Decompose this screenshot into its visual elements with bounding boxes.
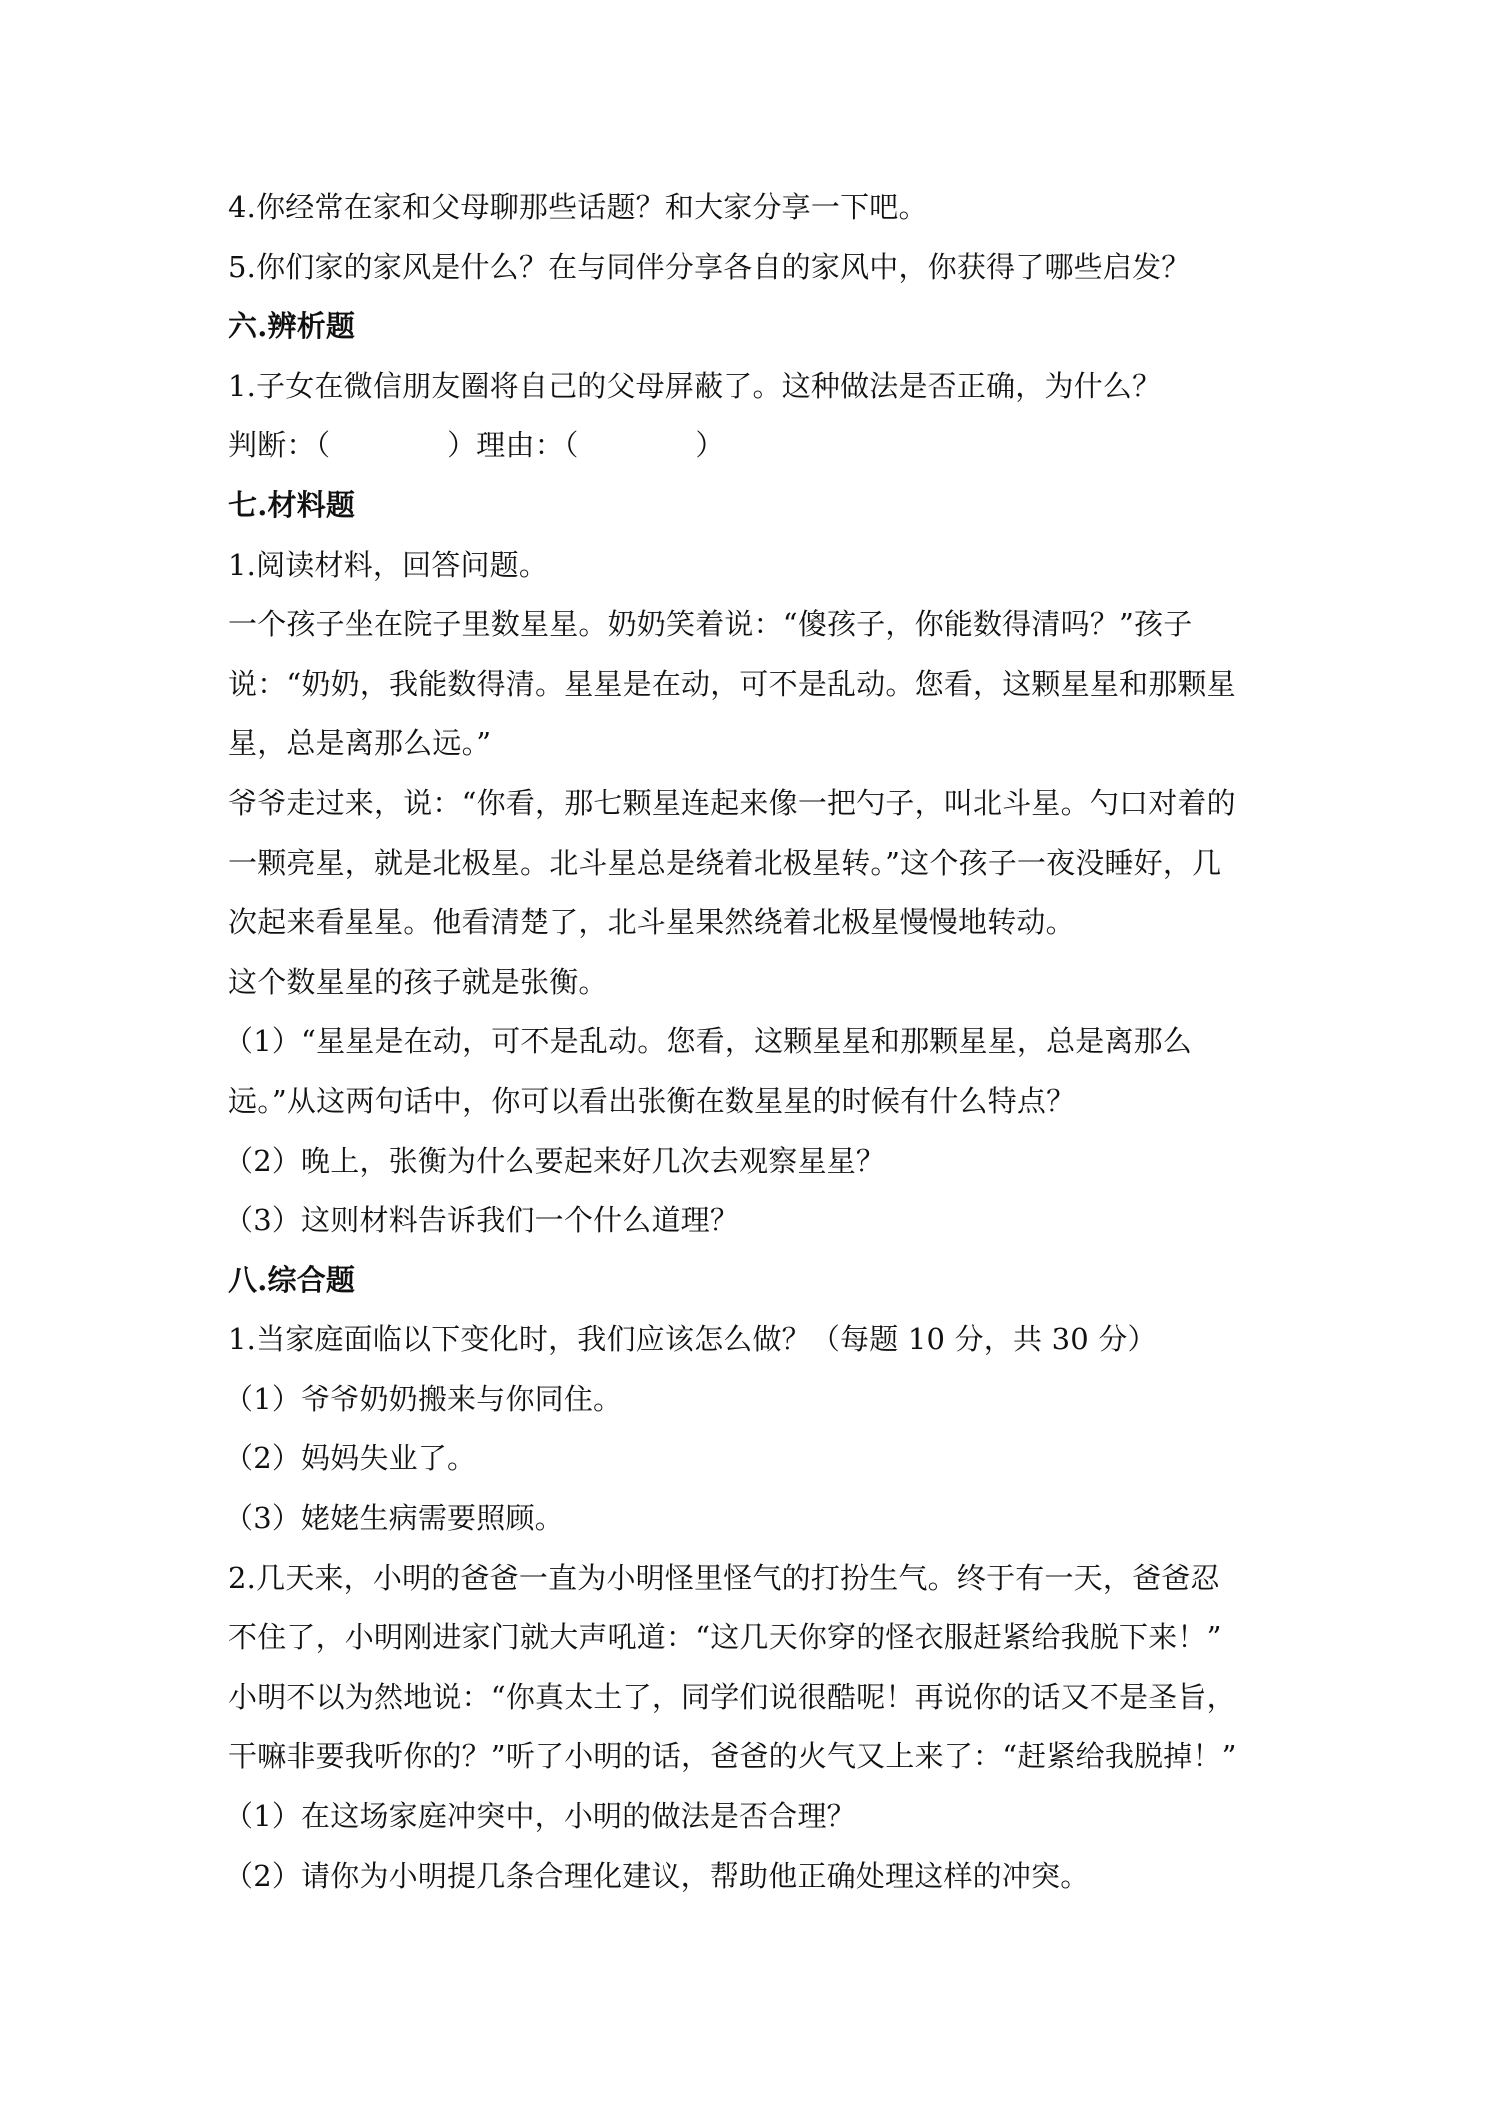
- question-line: 4.你经常在家和父母聊那些话题？和大家分享一下吧。: [228, 190, 928, 224]
- sub-question-line: （2）妈妈失业了。: [224, 1441, 477, 1476]
- section-heading: 六.辨析题: [228, 309, 356, 344]
- question-line: 不住了，小明刚进家门就大声吼道：“这几天你穿的怪衣服赶紧给我脱下来！”: [228, 1620, 1222, 1655]
- sub-question-line: （1）“星星是在动，可不是乱动。您看，这颗星星和那颗星星，总是离那么: [224, 1024, 1193, 1059]
- material-line: 爷爷走过来，说：“你看，那七颗星连起来像一把勺子，叫北斗星。勺口对着的: [228, 785, 1236, 820]
- answer-blank-line: 判断：（ ）理由：（ ）: [228, 428, 725, 463]
- question-line: 小明不以为然地说：“你真太土了，同学们说很酷呢！再说你的话又不是圣旨，: [228, 1679, 1236, 1714]
- material-line: 说：“奶奶，我能数得清。星星是在动，可不是乱动。您看，这颗星星和那颗星: [228, 666, 1236, 701]
- sub-question-line: （2）请你为小明提几条合理化建议，帮助他正确处理这样的冲突。: [224, 1858, 1090, 1893]
- document-page: [224, 178, 1288, 1906]
- sub-question-line: （3）这则材料告诉我们一个什么道理？: [224, 1203, 740, 1238]
- question-line: 1.阅读材料，回答问题。: [228, 547, 549, 582]
- question-line: 1.子女在微信朋友圈将自己的父母屏蔽了。这种做法是否正确，为什么？: [228, 368, 1162, 403]
- material-line: 一个孩子坐在院子里数星星。奶奶笑着说：“傻孩子，你能数得清吗？”孩子: [228, 607, 1193, 642]
- sub-question-line: （1）在这场家庭冲突中，小明的做法是否合理？: [224, 1799, 856, 1834]
- material-line: 次起来看星星。他看清楚了，北斗星果然绕着北极星慢慢地转动。: [228, 905, 1075, 940]
- question-line: 5.你们家的家风是什么？在与同伴分享各自的家风中，你获得了哪些启发？: [228, 249, 1191, 284]
- material-line: 这个数星星的孩子就是张衡。: [228, 964, 608, 999]
- section-heading: 八.综合题: [228, 1262, 356, 1297]
- question-line: 1.当家庭面临以下变化时，我们应该怎么做？（每题 10 分，共 30 分）: [228, 1322, 1157, 1357]
- section-heading: 七.材料题: [228, 487, 356, 522]
- question-line: 2.几天来，小明的爸爸一直为小明怪里怪气的打扮生气。终于有一天，爸爸忍: [228, 1560, 1220, 1595]
- question-line: 干嘛非要我听你的？”听了小明的话，爸爸的火气又上来了：“赶紧给我脱掉！”: [228, 1739, 1237, 1774]
- material-line: 星，总是离那么远。”: [228, 726, 492, 761]
- sub-question-line: （3）姥姥生病需要照顾。: [224, 1501, 564, 1536]
- sub-question-line: （2）晚上，张衡为什么要起来好几次去观察星星？: [224, 1143, 886, 1178]
- material-line: 一颗亮星，就是北极星。北斗星总是绕着北极星转。”这个孩子一夜没睡好，几: [228, 845, 1222, 880]
- sub-question-line: 远。”从这两句话中，你可以看出张衡在数星星的时候有什么特点？: [228, 1083, 1076, 1118]
- sub-question-line: （1）爷爷奶奶搬来与你同住。: [224, 1381, 623, 1416]
